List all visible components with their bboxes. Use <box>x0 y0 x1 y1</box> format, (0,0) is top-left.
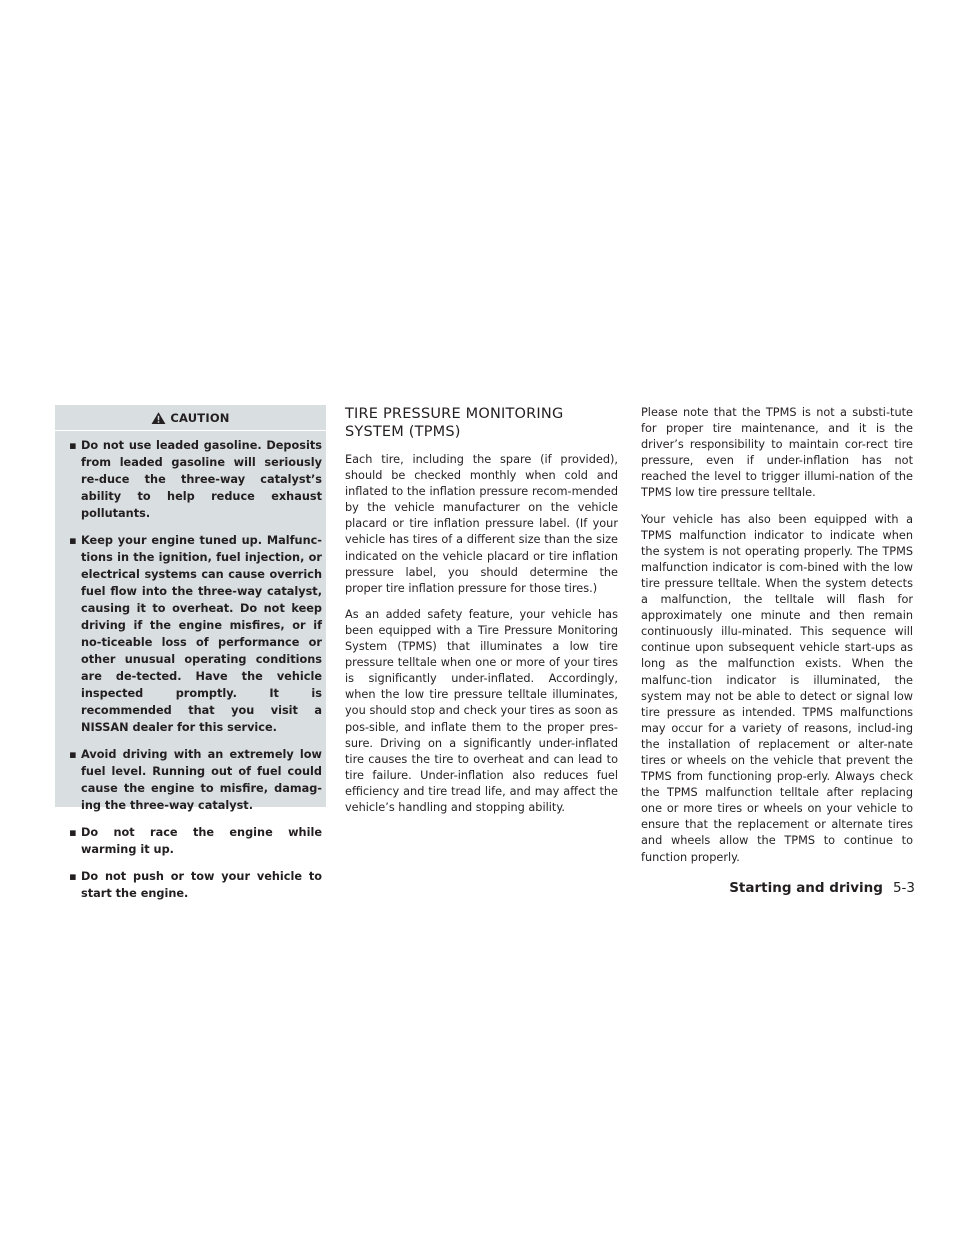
caution-item: ▪ Do not use leaded gasoline. Deposits from leaded gasoline will seriously re-duce the three-way catalyst’s ability to help reduce exhaust pollutants. <box>69 439 322 520</box>
caution-title: CAUTION <box>170 410 230 425</box>
page-number: 5-3 <box>892 880 915 896</box>
page-footer <box>729 880 915 896</box>
chapter-title: Starting and driving <box>729 880 883 896</box>
tpms-column-2 <box>641 405 913 876</box>
tpms-column-1 <box>345 405 618 826</box>
paragraph: As an added safety feature, your vehicle has been equipped with a Tire Pressure Monitoring System (TPMS) that illuminates a low tire pressure telltale when one or more of your tires is significantly under-inflated. Accordingly, when the low tire pressure telltale illuminates, you should stop and check your tires as soon as pos-sible, and inflate them to the proper pres-sure. Driving on a significantly under-inflated tire causes the tire to overheat and can lead to tire failure. Under-inflation also reduces fuel efficiency and tire tread life, and may affect the vehicle’s handling and stopping ability. <box>345 607 618 814</box>
paragraph: Your vehicle has also been equipped with a TPMS malfunction indicator to indicate when the system is not operating properly. The TPMS malfunction indicator is com-bined with the low tire pressure telltale. When the system detects a malfunction, the telltale will flash for approximately one minute and then remain continuously illu-minated. This sequence will continue upon subsequent vehicle start-ups as long as the malfunction exists. When the malfunc-tion indicator is illuminated, the system may not be able to detect or signal low tire pressure as intended. TPMS malfunctions may occur for a variety of reasons, includ-ing the installation of replacement or alter-nate tires or wheels on the vehicle that prevent the TPMS from functioning prop-erly. Always check the TPMS malfunction telltale after replacing one or more tires or wheels on your vehicle to ensure that the replacement or alternate tires and wheels allow the TPMS to continue to function properly. <box>641 512 913 864</box>
caution-box <box>55 405 326 900</box>
caution-header <box>55 405 326 431</box>
caution-item: ▪ Keep your engine tuned up. Malfunc-tions in the ignition, fuel injection, or electrical systems can cause overrich fuel flow into the three-way catalyst, causing it to overheat. Do not keep driving if the engine misfires, or if no-ticeable loss of performance or other unusual operating conditions are de-tected. Have the vehicle inspected promptly. It is recommended that you visit a NISSAN dealer for this service. <box>69 534 322 734</box>
caution-item: ▪ Avoid driving with an extremely low fuel level. Running out of fuel could cause the engine to misfire, damag-ing the three-way catalyst. <box>69 748 322 812</box>
warning-triangle-icon <box>151 411 166 425</box>
section-title: TIRE PRESSURE MONITORING SYSTEM (TPMS) <box>345 406 564 440</box>
caution-list <box>55 431 326 902</box>
paragraph: Please note that the TPMS is not a substi-tute for proper tire maintenance, and it is the driver’s responsibility to maintain cor-rect tire pressure, even if under-inflation has not reached the level to trigger illumi-nation of the TPMS low tire pressure telltale. <box>641 406 913 500</box>
caution-item: ▪ Do not push or tow your vehicle to start the engine. <box>69 870 322 900</box>
paragraph: Each tire, including the spare (if provided), should be checked monthly when cold and inflated to the inflation pressure recom-mended by the vehicle manufacturer on the vehicle placard or tire inflation pressure label. (If your vehicle has tires of a different size than the size indicated on the vehicle placard or tire inflation pressure label, you should determine the proper tire inflation pressure for those tires.) <box>345 453 618 595</box>
caution-item: ▪ Do not race the engine while warming it up. <box>69 826 322 856</box>
